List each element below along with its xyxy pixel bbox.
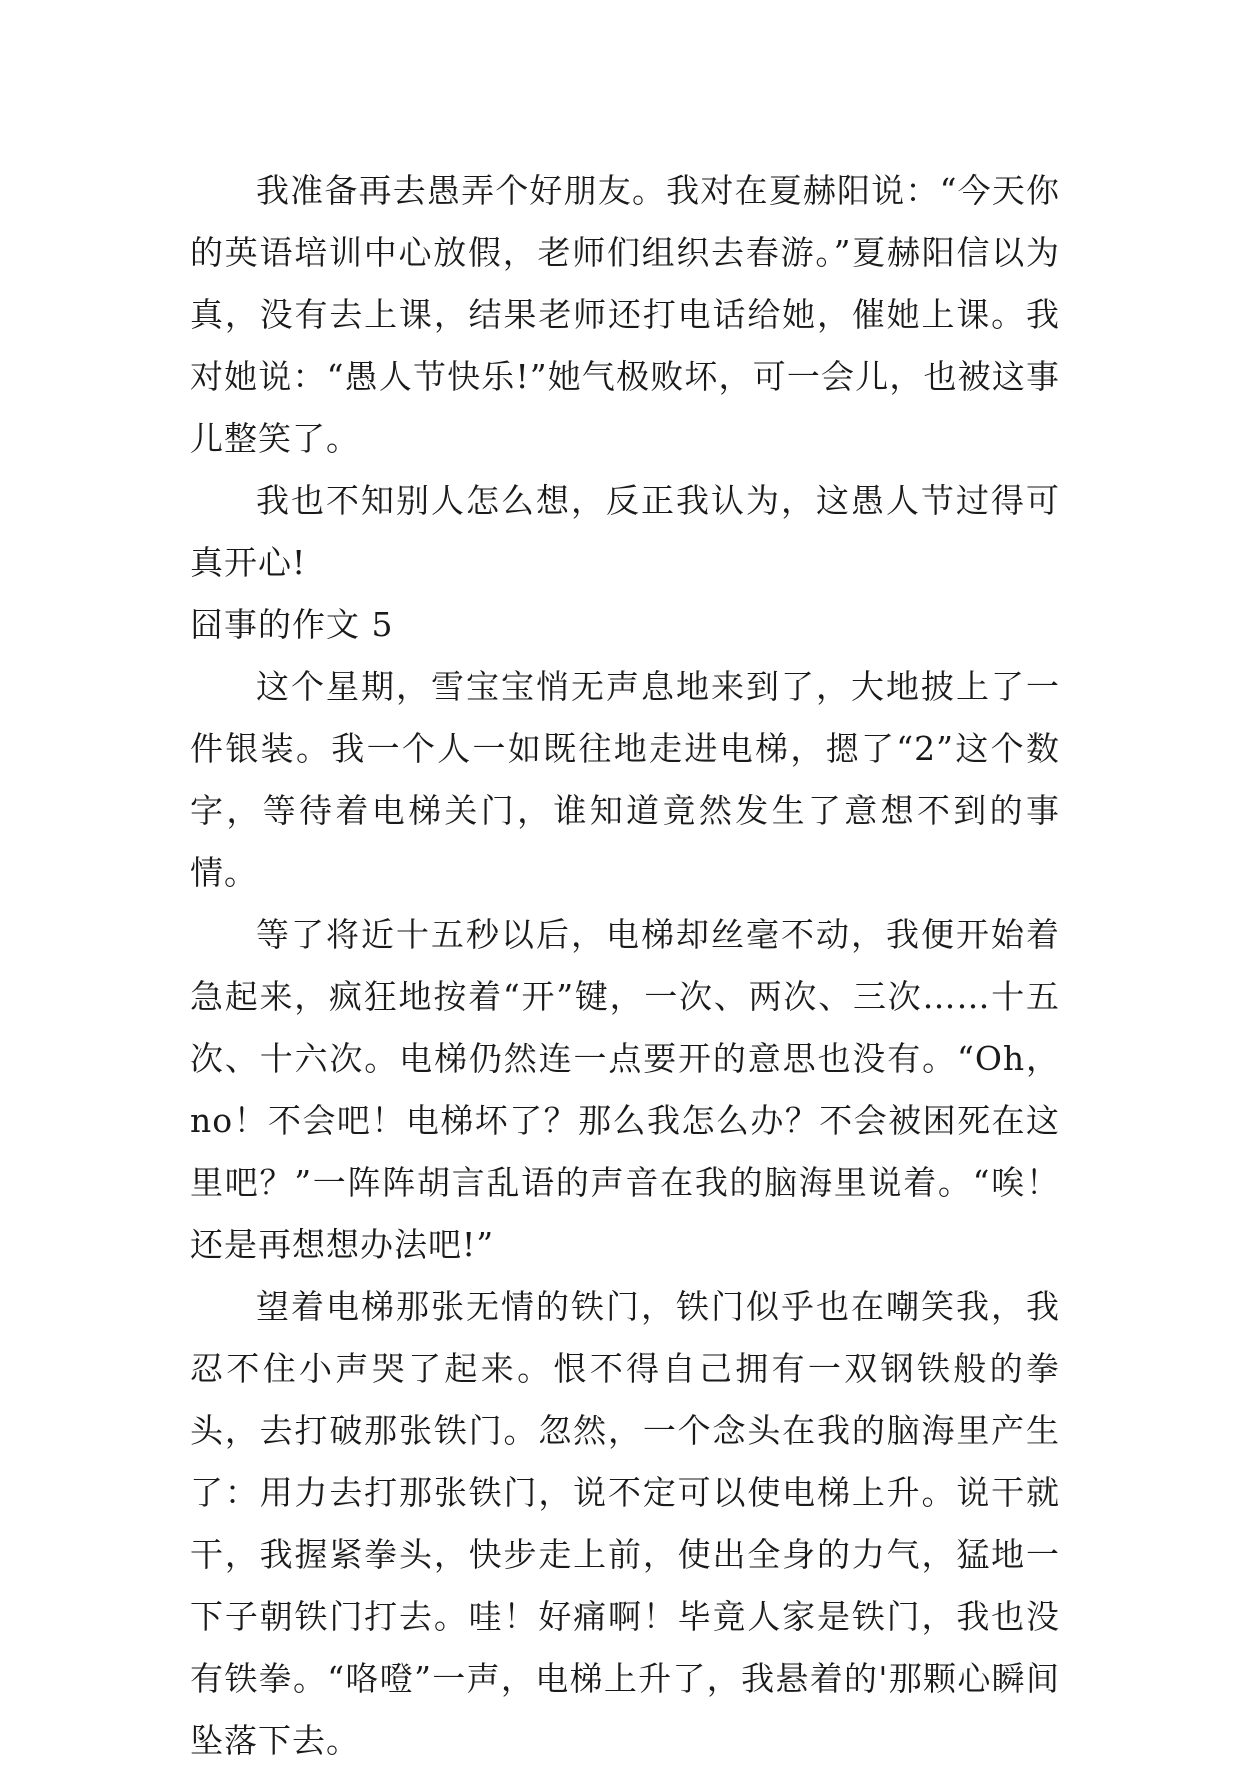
essay-heading: 囧事的作文 5 [190, 605, 394, 644]
paragraph-elevator-intro: 这个星期，雪宝宝悄无声息地来到了，大地披上了一件银装。我一个人一如既往地走进电梯，摁了“2”这个数字，等待着电梯关门，谁知道竟然发生了意想不到的事情。 [190, 667, 1060, 892]
document-page [190, 160, 1060, 1772]
paragraph-elevator-door: 望着电梯那张无情的铁门，铁门似乎也在嘲笑我，我忍不住小声哭了起来。恨不得自己拥有一双钢铁般的拳头，去打破那张铁门。忽然，一个念头在我的脑海里产生了：用力去打那张铁门，说不定可以使电梯上升。说干就干，我握紧拳头，快步走上前，使出全身的力气，猛地一下子朝铁门打去。哇！好痛啊！毕竟人家是铁门，我也没有铁拳。“咯噔”一声，电梯上升了，我悬着的'那颗心瞬间坠落下去。 [190, 1287, 1060, 1760]
paragraph-elevator-stuck: 等了将近十五秒以后，电梯却丝毫不动，我便开始着急起来，疯狂地按着“开”键，一次、两次、三次……十五次、十六次。电梯仍然连一点要开的意思也没有。“Oh，no！不会吧！电梯坏了？那么我怎么办？不会被困死在这里吧？”一阵阵胡言乱语的声音在我的脑海里说着。“唉！还是再想想办法吧!” [190, 915, 1060, 1264]
paragraph-happy-april-fools: 我也不知别人怎么想，反正我认为，这愚人节过得可真开心! [190, 481, 1060, 582]
paragraph-prank-friend: 我准备再去愚弄个好朋友。我对在夏赫阳说：“今天你的英语培训中心放假，老师们组织去春游。”夏赫阳信以为真，没有去上课，结果老师还打电话给她，催她上课。我对她说：“愚人节快乐!”她气极败坏，可一会儿，也被这事儿整笑了。 [190, 171, 1060, 458]
